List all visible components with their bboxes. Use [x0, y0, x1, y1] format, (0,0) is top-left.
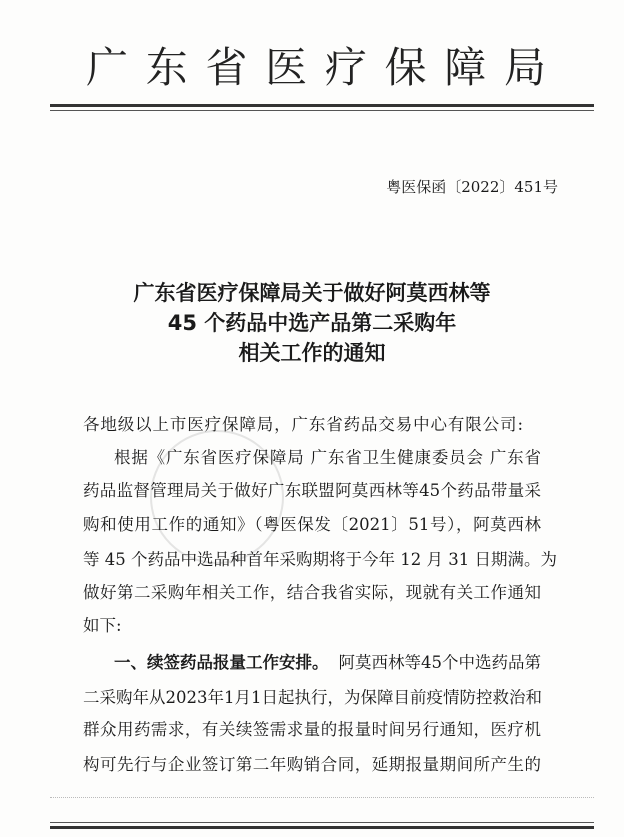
- agency-letterhead-title: 广东省医疗保障局: [86, 43, 546, 92]
- body-line: 做好第二采购年相关工作，结合我省实际，现就有关工作通知: [83, 583, 541, 602]
- page-edge-dotted-line: [50, 797, 594, 798]
- body-line: 药品监督管理局关于做好广东联盟阿莫西林等45个药品带量采: [83, 481, 541, 500]
- body-line: 二采购年从2023年1月1日起执行，为保障目前疫情防控救治和: [83, 688, 542, 707]
- title-line-1: 广东省医疗保障局关于做好阿莫西林等: [133, 281, 491, 305]
- title-line-3: 相关工作的通知: [238, 341, 386, 365]
- body-line: 群众用药需求，有关续签需求量的报量时间另行通知，医疗机: [83, 720, 541, 739]
- title-line-2: 45 个药品中选产品第二采购年: [167, 311, 457, 335]
- document-number: 粤医保函〔2022〕451号: [386, 178, 558, 196]
- letterhead-rule-thin: [50, 110, 594, 111]
- body-line: 根据《广东省医疗保障局 广东省卫生健康委员会 广东省: [114, 448, 541, 467]
- footer-rule: [50, 826, 594, 829]
- section-1-first-line: [114, 651, 541, 675]
- letterhead-rule: [50, 104, 594, 107]
- body-line: 等 45 个药品中选品种首年采购期将于今年 12 月 31 日期满。为: [83, 550, 557, 569]
- body-line: 购和使用工作的通知》（粤医保发〔2021〕51号），阿莫西林: [83, 515, 541, 534]
- addressee-line: 各地级以上市医疗保障局，广东省药品交易中心有限公司:: [83, 415, 523, 434]
- section-1-text: 阿莫西林等45个中选药品第: [338, 653, 541, 672]
- body-line: 如下:: [83, 616, 122, 635]
- body-line: 构可先行与企业签订第二年购销合同，延期报量期间所产生的: [83, 755, 541, 774]
- section-1-heading: 一、续签药品报量工作安排。: [114, 653, 329, 672]
- footer-rule-thin: [50, 822, 594, 823]
